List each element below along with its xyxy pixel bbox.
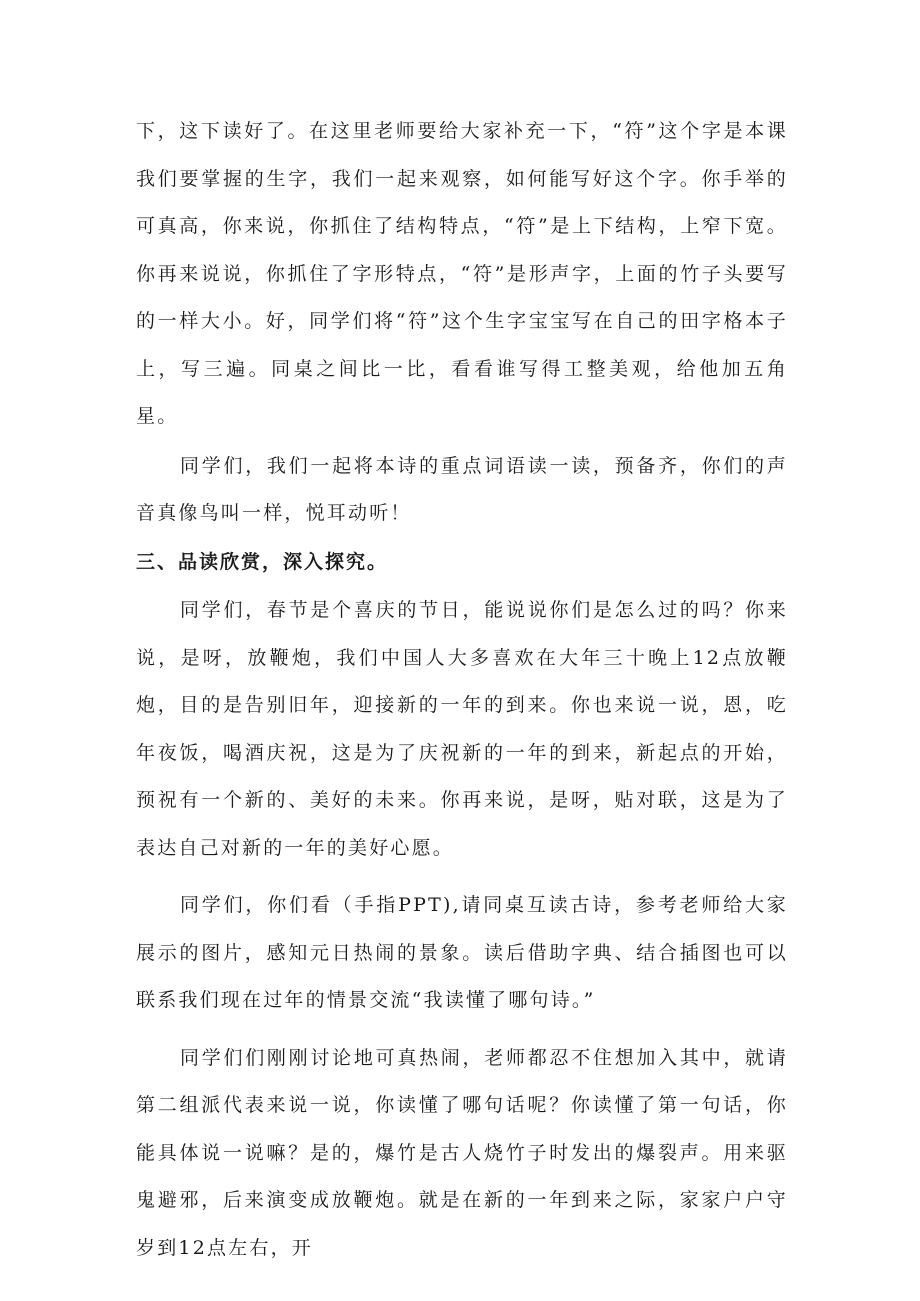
paragraph-1: 下，这下读好了。在这里老师要给大家补充一下，“符”这个字是本课我们要掌握的生字，我们一起来观察，如何能写好这个字。你手举的可真高，你来说，你抓住了结构特点，“符”是上下结构，上窄下宽。你再来说说，你抓住了字形特点，“符”是形声字，上面的竹子头要写的一样大小。好，同学们将“符”这个生字宝宝写在自己的田字格本子上，写三遍。同桌之间比一比，看看谁写得工整美观，给他加五角星。 [136,120,788,427]
paragraph-2: 同学们，我们一起将本诗的重点词语读一读，预备齐，你们的声音真像鸟叫一样，悦耳动听！ [136,454,788,524]
paragraph-3: 同学们，春节是个喜庆的节日，能说说你们是怎么过的吗？你来说，是呀，放鞭炮，我们中国人大多喜欢在大年三十晚上12点放鞭炮，目的是告别旧年，迎接新的一年的到来。你也来说一说，恩，吃年夜饭，喝酒庆祝，这是为了庆祝新的一年的到来，新起点的开始，预祝有一个新的、美好的未来。你再来说，是呀，贴对联，这是为了表达自己对新的一年的美好心愿。 [136,599,788,859]
paragraph-5: 同学们们刚刚讨论地可真热闹，老师都忍不住想加入其中，就请第二组派代表来说一说，你读懂了哪句话呢？你读懂了第一句话，你能具体说一说嘛？是的，爆竹是古人烧竹子时发出的爆裂声。用来驱鬼避邪，后来演变成放鞭炮。就是在新的一年到来之际，家家户户守岁到12点左右，开 [136,1046,788,1259]
document-page [136,108,788,1272]
section-heading-3: 三、品读欣赏，深入探究。 [136,550,389,573]
paragraph-4: 同学们，你们看（手指PPT),请同桌互读古诗，参考老师给大家展示的图片，感知元日热闹的景象。读后借助字典、结合插图也可以联系我们现在过年的情景交流“我读懂了哪句诗。” [136,894,788,1011]
